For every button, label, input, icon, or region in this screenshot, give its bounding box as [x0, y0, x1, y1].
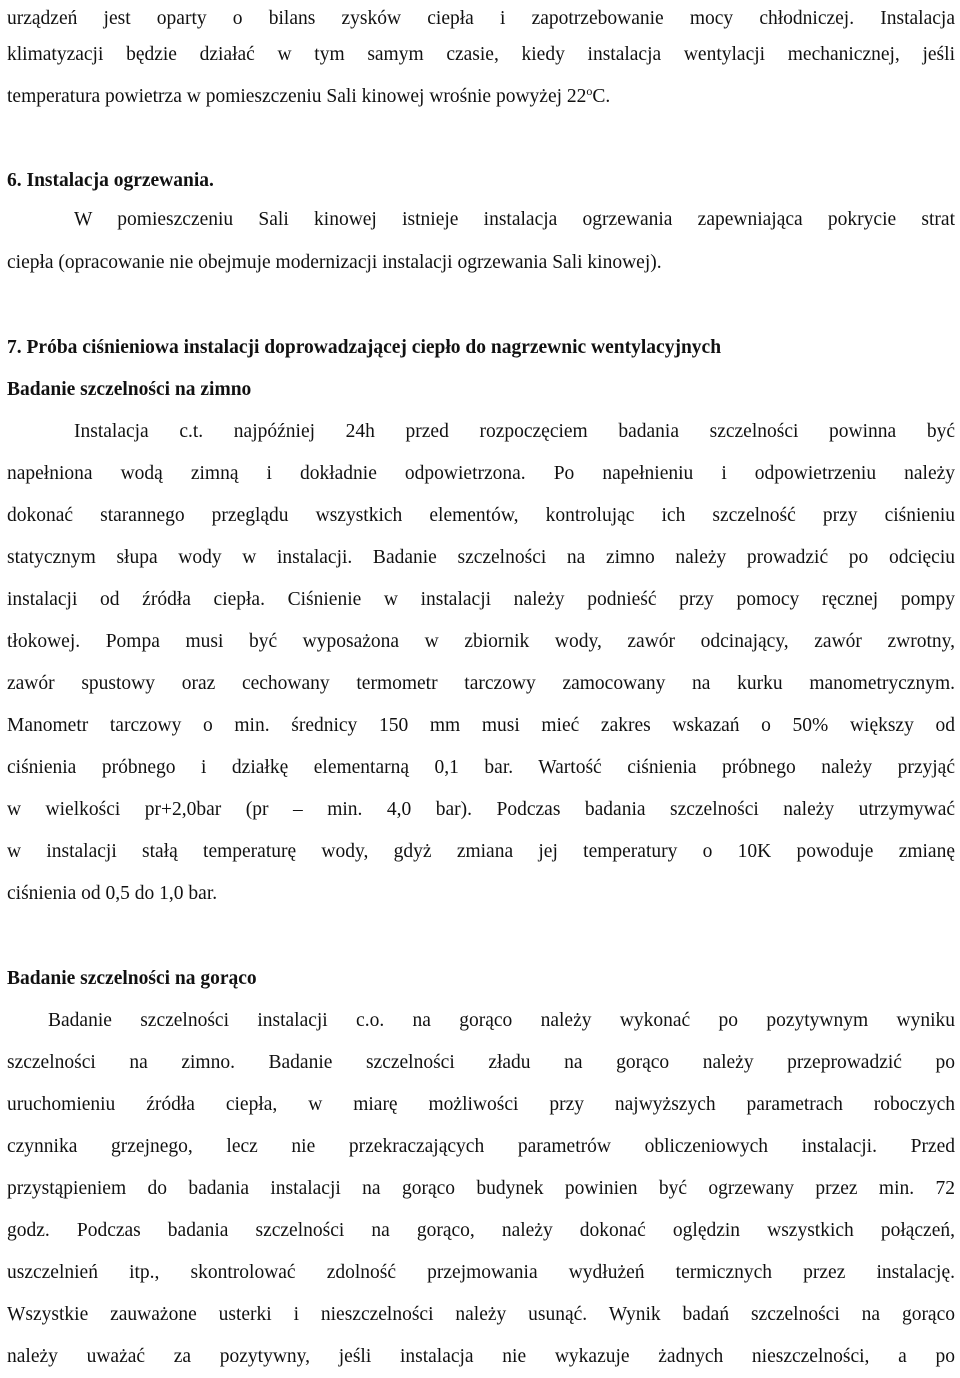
- paragraph-line: instalacji od źródła ciepła. Ciśnienie w instalacji należy podnieść przy pomocy ręcznej pompy: [7, 589, 955, 610]
- paragraph-line: napełniona wodą zimną i dokładnie odpowietrzona. Po napełnieniu i odpowietrzeniu należy: [7, 463, 955, 484]
- paragraph-line: klimatyzacji będzie działać w tym samym czasie, kiedy instalacja wentylacji mechanicznej, jeśli: [7, 44, 955, 65]
- paragraph-line: czynnika grzejnego, lecz nie przekraczających parametrów obliczeniowych instalacji. Przed: [7, 1136, 955, 1157]
- paragraph-line: tłokowej. Pompa musi być wyposażona w zbiornik wody, zawór odcinający, zawór zwrotny,: [7, 631, 955, 652]
- subheading-cold-test: Badanie szczelności na zimno: [7, 379, 252, 400]
- paragraph-line: ciepła (opracowanie nie obejmuje modernizacji instalacji ogrzewania Sali kinowej).: [7, 252, 662, 273]
- paragraph-line: W pomieszczeniu Sali kinowej istnieje instalacja ogrzewania zapewniająca pokrycie strat: [74, 209, 955, 230]
- paragraph-line: Instalacja c.t. najpóźniej 24h przed rozpoczęciem badania szczelności powinna być: [74, 421, 955, 442]
- paragraph-line: zawór spustowy oraz cechowany termometr tarczowy zamocowany na kurku manometrycznym.: [7, 673, 955, 694]
- paragraph-line: w instalacji stałą temperaturę wody, gdyż zmiana jej temperatury o 10K powoduje zmianę: [7, 841, 955, 862]
- paragraph-line: Badanie szczelności instalacji c.o. na gorąco należy wykonać po pozytywnym wyniku: [48, 1010, 955, 1031]
- paragraph-line: należy uważać za pozytywny, jeśli instalacja nie wykazuje żadnych nieszczelności, a po: [7, 1346, 955, 1367]
- paragraph-line: uszczelnień itp., skontrolować zdolność przejmowania wydłużeń termicznych przez instalację.: [7, 1262, 955, 1283]
- paragraph-text: C.: [592, 86, 611, 107]
- paragraph-line: szczelności na zimno. Badanie szczelności zładu na gorąco należy przeprowadzić po: [7, 1052, 955, 1073]
- paragraph-line: ciśnienia od 0,5 do 1,0 bar.: [7, 883, 218, 904]
- subheading-hot-test: Badanie szczelności na gorąco: [7, 968, 257, 989]
- degree-superscript: o: [586, 84, 593, 98]
- paragraph-line: dokonać starannego przeglądu wszystkich elementów, kontrolując ich szczelność przy ciśnieniu: [7, 505, 955, 526]
- paragraph-line: w wielkości pr+2,0bar (pr – min. 4,0 bar). Podczas badania szczelności należy utrzymywać: [7, 799, 955, 820]
- paragraph-line: godz. Podczas badania szczelności na gorąco, należy dokonać oględzin wszystkich połączeń,: [7, 1220, 955, 1241]
- paragraph-line: urządzeń jest oparty o bilans zysków ciepła i zapotrzebowanie mocy chłodniczej. Instalacja: [7, 8, 955, 29]
- paragraph-line: Wszystkie zauważone usterki i nieszczelności należy usunąć. Wynik badań szczelności na gorąco: [7, 1304, 955, 1325]
- paragraph-line: statycznym słupa wody w instalacji. Badanie szczelności na zimno należy prowadzić po odcięciu: [7, 547, 955, 568]
- section-heading-7: 7. Próba ciśnieniowa instalacji doprowadzającej ciepło do nagrzewnic wentylacyjnych: [7, 337, 722, 358]
- section-heading-6: 6. Instalacja ogrzewania.: [7, 170, 214, 191]
- paragraph-line: [7, 76, 955, 118]
- paragraph-line: ciśnienia próbnego i działkę elementarną 0,1 bar. Wartość ciśnienia próbnego należy przyjąć: [7, 757, 955, 778]
- paragraph-text: temperatura powietrza w pomieszczeniu Sali kinowej wrośnie powyżej 22: [7, 86, 587, 107]
- paragraph-line: uruchomieniu źródła ciepła, w miarę możliwości przy najwyższych parametrach roboczych: [7, 1094, 955, 1115]
- paragraph-line: przystąpieniem do badania instalacji na gorąco budynek powinien być ogrzewany przez min. 72: [7, 1178, 955, 1199]
- paragraph-line: Manometr tarczowy o min. średnicy 150 mm musi mieć zakres wskazań o 50% większy od: [7, 715, 955, 736]
